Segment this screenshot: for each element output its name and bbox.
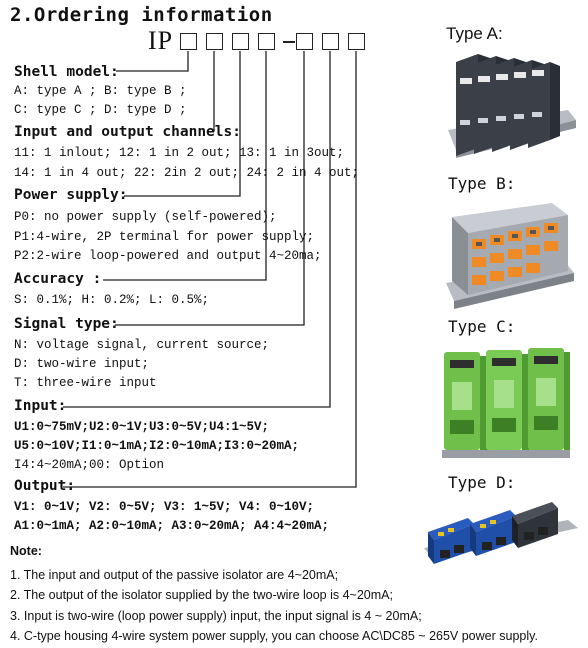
power-line-1: P0: no power supply (self-powered); [14, 210, 277, 224]
note-2: 2. The output of the isolator supplied by the two-wire loop is 4~20mA; [10, 588, 393, 602]
shell-line-1: A: type A ; B: type B ; [14, 84, 187, 98]
note-4: 4. C-type housing 4-wire system power supply, you can choose AC\DC85 ~ 265V power supply. [10, 629, 538, 643]
note-1: 1. The input and output of the passive isolator are 4~20mA; [10, 568, 339, 582]
power-line-2: P1:4-wire, 2P terminal for power supply; [14, 230, 315, 244]
input-heading: Input: [14, 398, 67, 414]
code-prefix: IP [148, 26, 174, 55]
note-3: 3. Input is two-wire (loop power supply) input, the input signal is 4 ~ 20mA; [10, 609, 422, 623]
output-heading: Output: [14, 478, 76, 494]
page-title: 2.Ordering information [10, 4, 273, 26]
power-line-3: P2:2-wire loop-powered and output 4~20ma; [14, 249, 322, 263]
channels-line-1: 11: 1 inlout; 12: 1 in 2 out; 13: 1 in 3out; [14, 146, 345, 160]
signal-heading: Signal type: [14, 316, 119, 332]
channels-line-2: 14: 1 in 4 out; 22: 2in 2 out; 24: 2 in 4 out; [14, 166, 360, 180]
accuracy-line-1: S: 0.1%; H: 0.2%; L: 0.5%; [14, 293, 210, 307]
type-a-product-image [438, 50, 580, 168]
signal-line-3: T: three-wire input [14, 376, 157, 390]
signal-line-2: D: two-wire input; [14, 357, 150, 371]
type-b-product-image [442, 197, 576, 315]
notes-heading: Note: [10, 544, 42, 558]
output-line-2: A1:0~1mA; A2:0~10mA; A3:0~20mA; A4:4~20mA; [14, 519, 330, 533]
input-line-2: U5:0~10V;I1:0~1mA;I2:0~10mA;I3:0~20mA; [14, 439, 300, 453]
shell-heading: Shell model: [14, 64, 119, 80]
shell-line-2: C: type C ; D: type D ; [14, 103, 187, 117]
signal-line-1: N: voltage signal, current source; [14, 338, 270, 352]
type-c-product-image [436, 342, 576, 466]
type-d-product-image [418, 498, 582, 570]
input-line-3: I4:4~20mA;00: Option [14, 458, 165, 472]
accuracy-heading: Accuracy : [14, 271, 102, 287]
type-c-label: Type C: [448, 317, 516, 336]
output-line-1: V1: 0~1V; V2: 0~5V; V3: 1~5V; V4: 0~10V; [14, 500, 315, 514]
type-b-label: Type B: [448, 174, 516, 193]
channels-heading: Input and output channels: [14, 124, 241, 140]
input-line-1: U1:0~75mV;U2:0~1V;U3:0~5V;U4:1~5V; [14, 420, 270, 434]
type-d-label: Type D: [448, 473, 516, 492]
type-a-label: Type A: [446, 24, 503, 43]
power-heading: Power supply: [14, 187, 128, 203]
